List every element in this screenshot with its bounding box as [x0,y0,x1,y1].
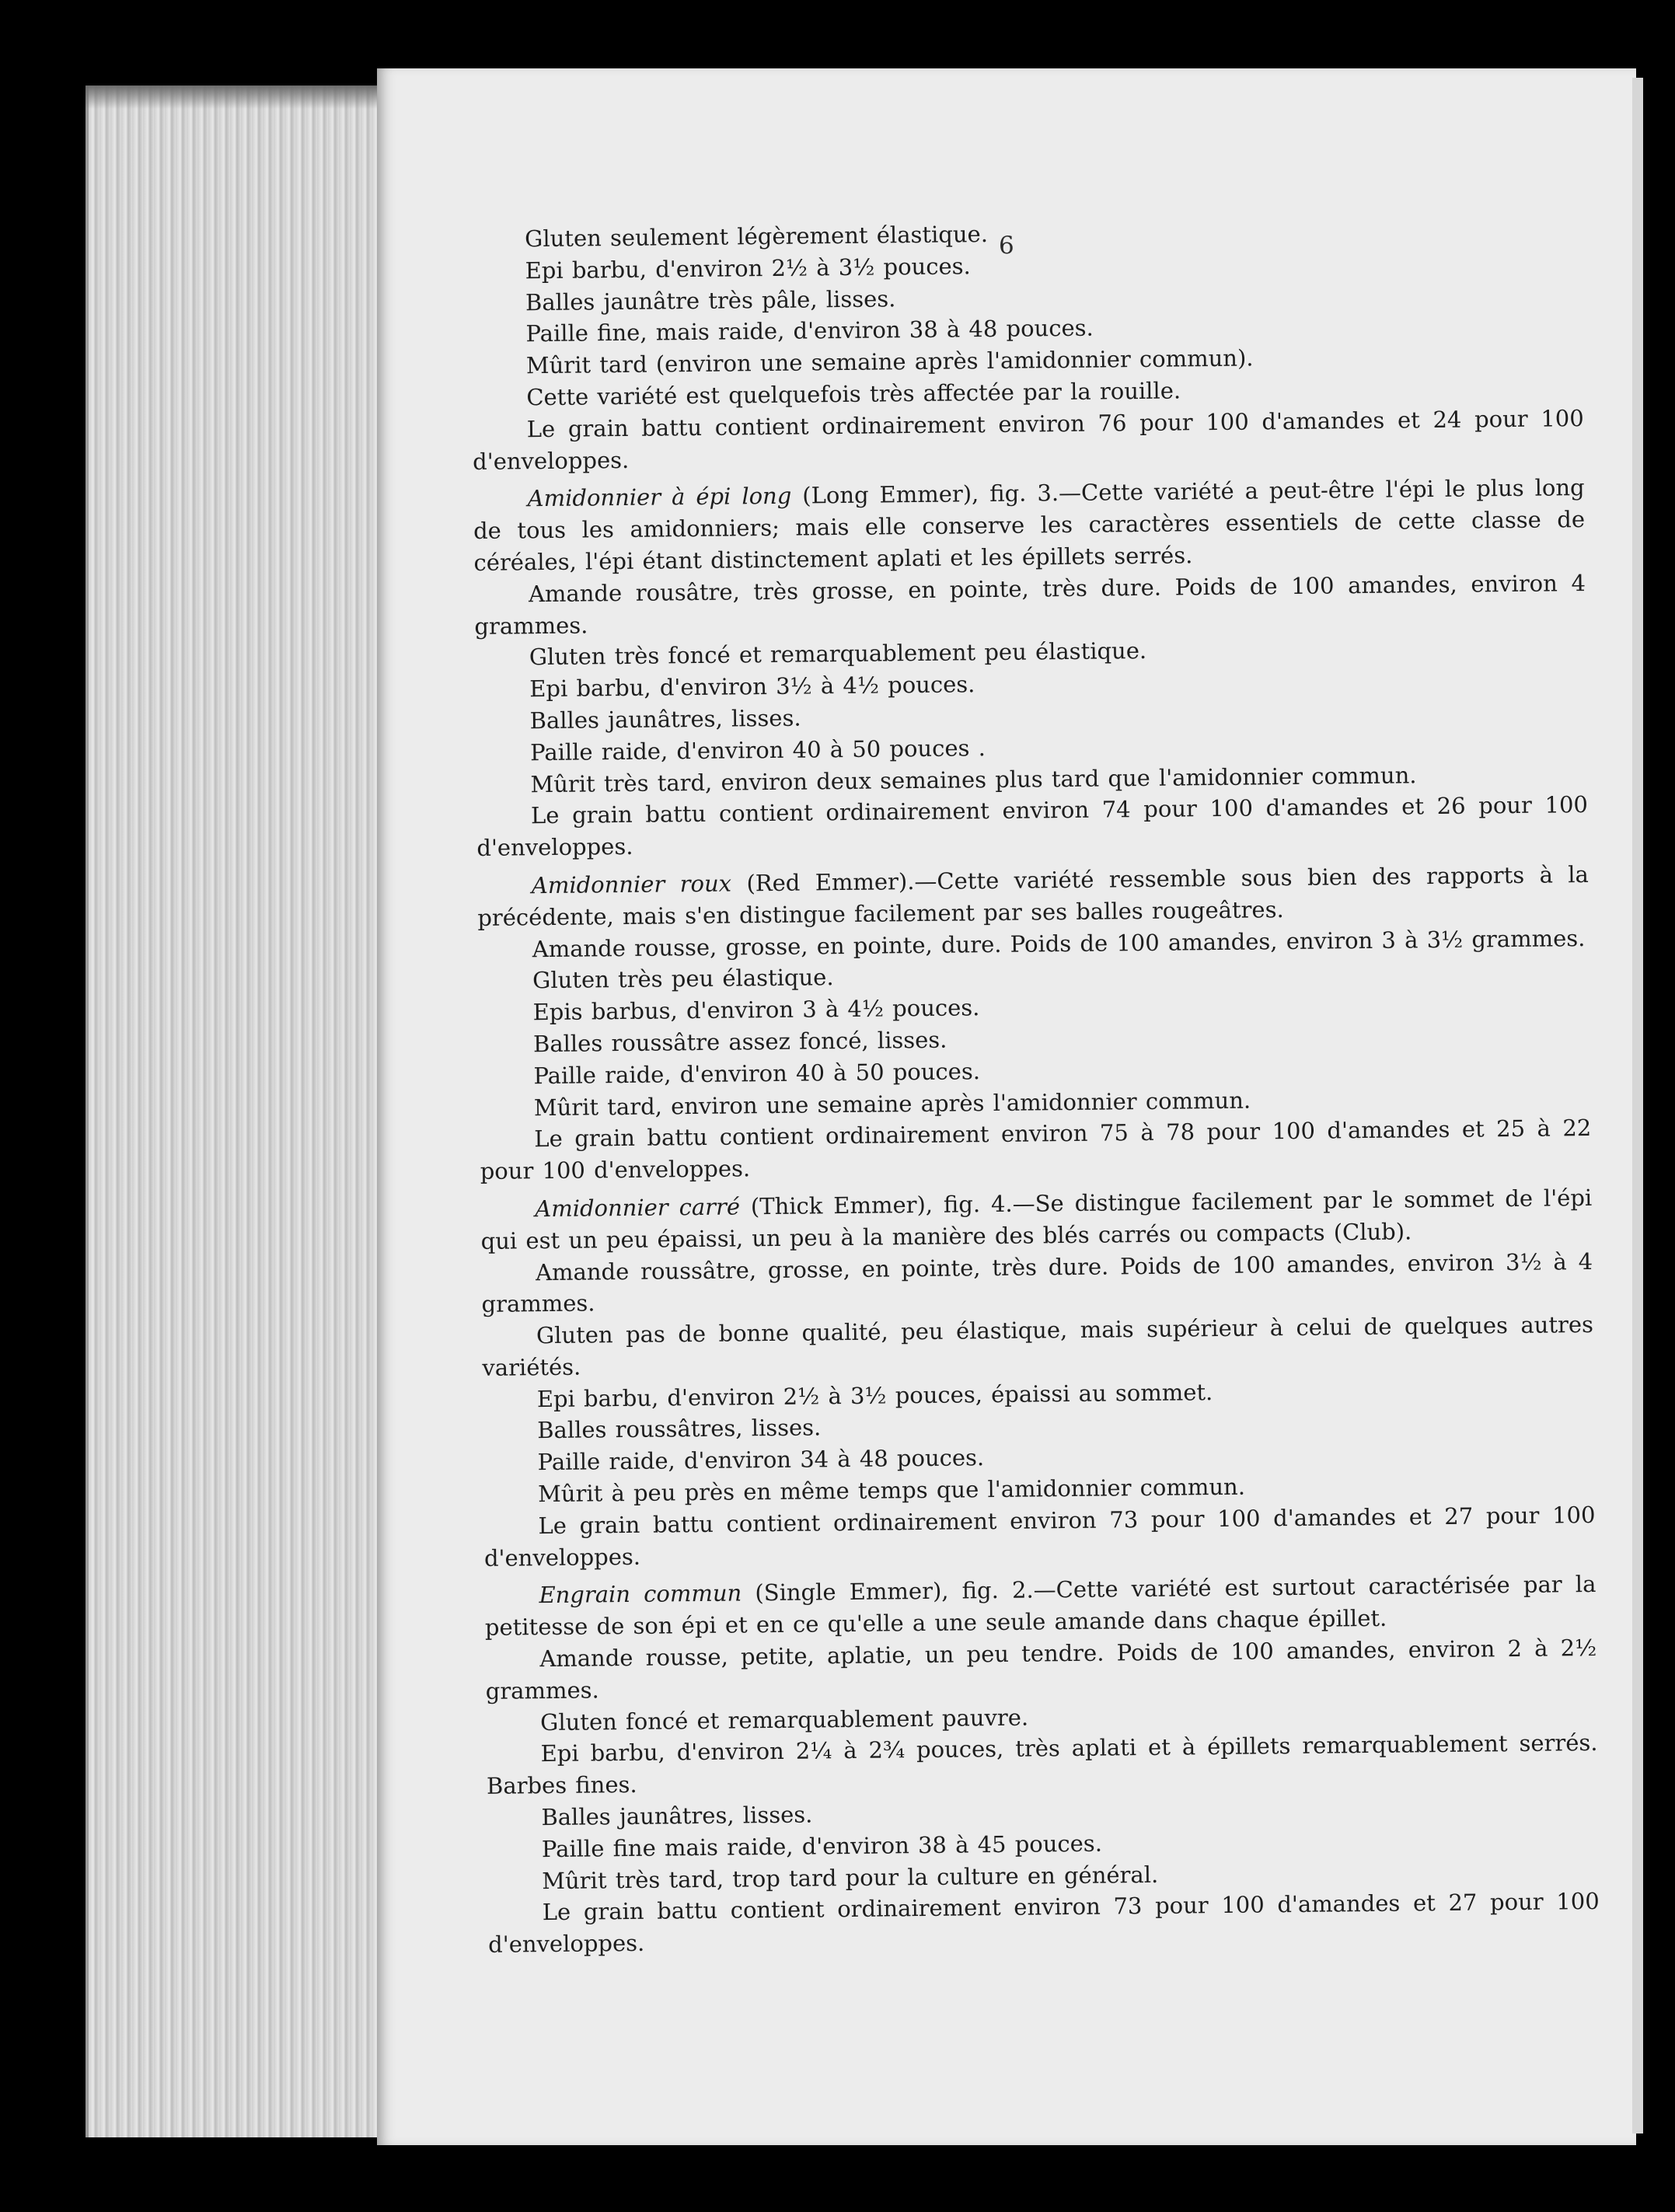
variety-heading-paragraph [477,859,1590,934]
paragraph-text: Epi barbu, d'environ 2½ à 3½ pouces, épaissi au sommet. [536,1378,1213,1412]
paragraph-text: (Single Emmer), fig. 2.—Cette variété est surtout caractérisée par la petitesse de son épi et en ce qu'elle a une seule amande dans chaque épillet. [484,1571,1596,1642]
paragraph-text: Amande rousâtre, très grosse, en pointe, très dure. Poids de 100 amandes, environ 4 grammes. [474,569,1586,640]
text-paragraph [488,1886,1600,1961]
paragraph-text: Cette variété est quelquefois très affectée par la rouille. [526,377,1181,411]
paragraph-text: Paille raide, d'environ 34 à 48 pouces. [537,1444,985,1476]
text-paragraph [486,1727,1598,1802]
paragraph-text: Gluten très peu élastique. [532,964,834,994]
paragraph-text: Balles roussâtre assez foncé, lisses. [532,1026,947,1058]
text-paragraph [485,1632,1597,1708]
text-paragraph [476,789,1589,864]
paragraph-text: Le grain battu contient ordinairement environ 73 pour 100 d'amandes et 27 pour 100 d'enveloppes. [488,1888,1600,1959]
variety-name: Amidonnier roux [531,870,732,899]
paragraph-text: Paille raide, d'environ 40 à 50 pouces. [533,1057,981,1089]
paragraph-text: Le grain battu contient ordinairement environ 75 à 78 pour 100 d'amandes et 25 à 22 pour 100 d'enveloppes. [480,1115,1592,1185]
paragraph-text: Mûrit à peu près en même temps que l'amidonnier commun. [537,1473,1246,1508]
paragraph-text: Epis barbus, d'environ 3 à 4½ pouces. [532,994,980,1026]
paragraph-text: Le grain battu contient ordinairement environ 74 pour 100 d'amandes et 26 pour 100 d'enveloppes. [476,791,1589,862]
variety-heading-paragraph [480,1182,1593,1258]
paragraph-text: Paille fine mais raide, d'environ 38 à 45 pouces. [541,1830,1103,1862]
page-stack-shadow [85,85,381,109]
paragraph-text: Mûrit très tard, environ deux semaines plus tard que l'amidonnier commun. [530,761,1417,797]
paragraph-text: Le grain battu contient ordinairement environ 73 pour 100 d'amandes et 27 pour 100 d'enveloppes. [483,1501,1596,1572]
paragraph-text: Epi barbu, d'environ 2¼ à 2¾ pouces, très aplati et à épillets remarquablement serrés. Barbes fines. [486,1729,1598,1800]
paragraph-text: Balles jaunâtres, lisses. [529,704,801,734]
text-paragraph [474,567,1586,643]
paragraph-text: Gluten foncé et remarquablement pauvre. [540,1704,1029,1736]
variety-name: Amidonnier à épi long [527,483,792,512]
paragraph-text: Amande rousse, petite, aplatie, un peu tendre. Poids de 100 amandes, environ 2 à 2½ grammes. [485,1634,1597,1704]
page-edge [1632,78,1643,2133]
paragraph-text: Mûrit tard (environ une semaine après l'amidonnier commun). [525,344,1254,379]
book-page-stack [85,85,384,2137]
paragraph-text: Mûrit tard, environ une semaine après l'amidonnier commun. [533,1087,1251,1121]
document-page [377,68,1636,2145]
paragraph-text: (Red Emmer).—Cette variété ressemble sous bien des rapports à la précédente, mais s'en distingue facilement par ses balles rougeâtres. [477,860,1590,931]
paragraph-text: Gluten seulement légèrement élastique. [525,221,989,253]
text-paragraph [480,1112,1592,1188]
text-paragraph [482,1309,1594,1384]
page-body [470,212,1600,1961]
paragraph-text: Amande roussâtre, grosse, en pointe, très dure. Poids de 100 amandes, environ 3½ à 4 grammes. [481,1247,1593,1318]
paragraph-text: Balles jaunâtre très pâle, lisses. [525,284,896,316]
text-paragraph [473,403,1585,478]
variety-heading-paragraph [473,472,1586,578]
variety-heading-paragraph [484,1568,1596,1644]
text-paragraph [483,1499,1596,1575]
paragraph-text: Balles roussâtres, lisses. [537,1414,822,1444]
text-paragraph [481,1245,1593,1321]
variety-name: Engrain commun [539,1579,742,1609]
paragraph-text: Epi barbu, d'environ 3½ à 4½ pouces. [529,671,975,703]
paragraph-text: Le grain battu contient ordinairement environ 76 pour 100 d'amandes et 24 pour 100 d'enveloppes. [473,404,1584,475]
paragraph-text: (Long Emmer), fig. 3.—Cette variété a peut-être l'épi le plus long de tous les amidonniers; mais elle conserve les caractères essentiels de cette classe de céréales, l'épi étant distinctement aplati et les épillets serrés. [473,474,1586,576]
variety-name: Amidonnier carré [535,1193,741,1223]
paragraph-text: Paille fine, mais raide, d'environ 38 à 48 pouces. [525,315,1094,347]
paragraph-text: Gluten très foncé et remarquablement peu élastique. [529,637,1147,671]
paragraph-text: Amande rousse, grosse, en pointe, dure. Poids de 100 amandes, environ 3 à 3½ grammes. [532,924,1586,962]
page-number: 6 [999,232,1014,260]
paragraph-text: Epi barbu, d'environ 2½ à 3½ pouces. [525,253,971,284]
paragraph-text: Gluten pas de bonne qualité, peu élastique, mais supérieur à celui de quelques autres variétés. [482,1311,1594,1381]
paragraph-text: (Thick Emmer), fig. 4.—Se distingue facilement par le sommet de l'épi qui est un peu épaissi, un peu à la manière des blés carrés ou compacts (Club). [480,1184,1593,1254]
paragraph-text: Balles jaunâtres, lisses. [541,1801,813,1831]
paragraph-text: Paille raide, d'environ 40 à 50 pouces . [529,734,986,766]
paragraph-text: Mûrit très tard, trop tard pour la culture en général. [542,1861,1159,1894]
